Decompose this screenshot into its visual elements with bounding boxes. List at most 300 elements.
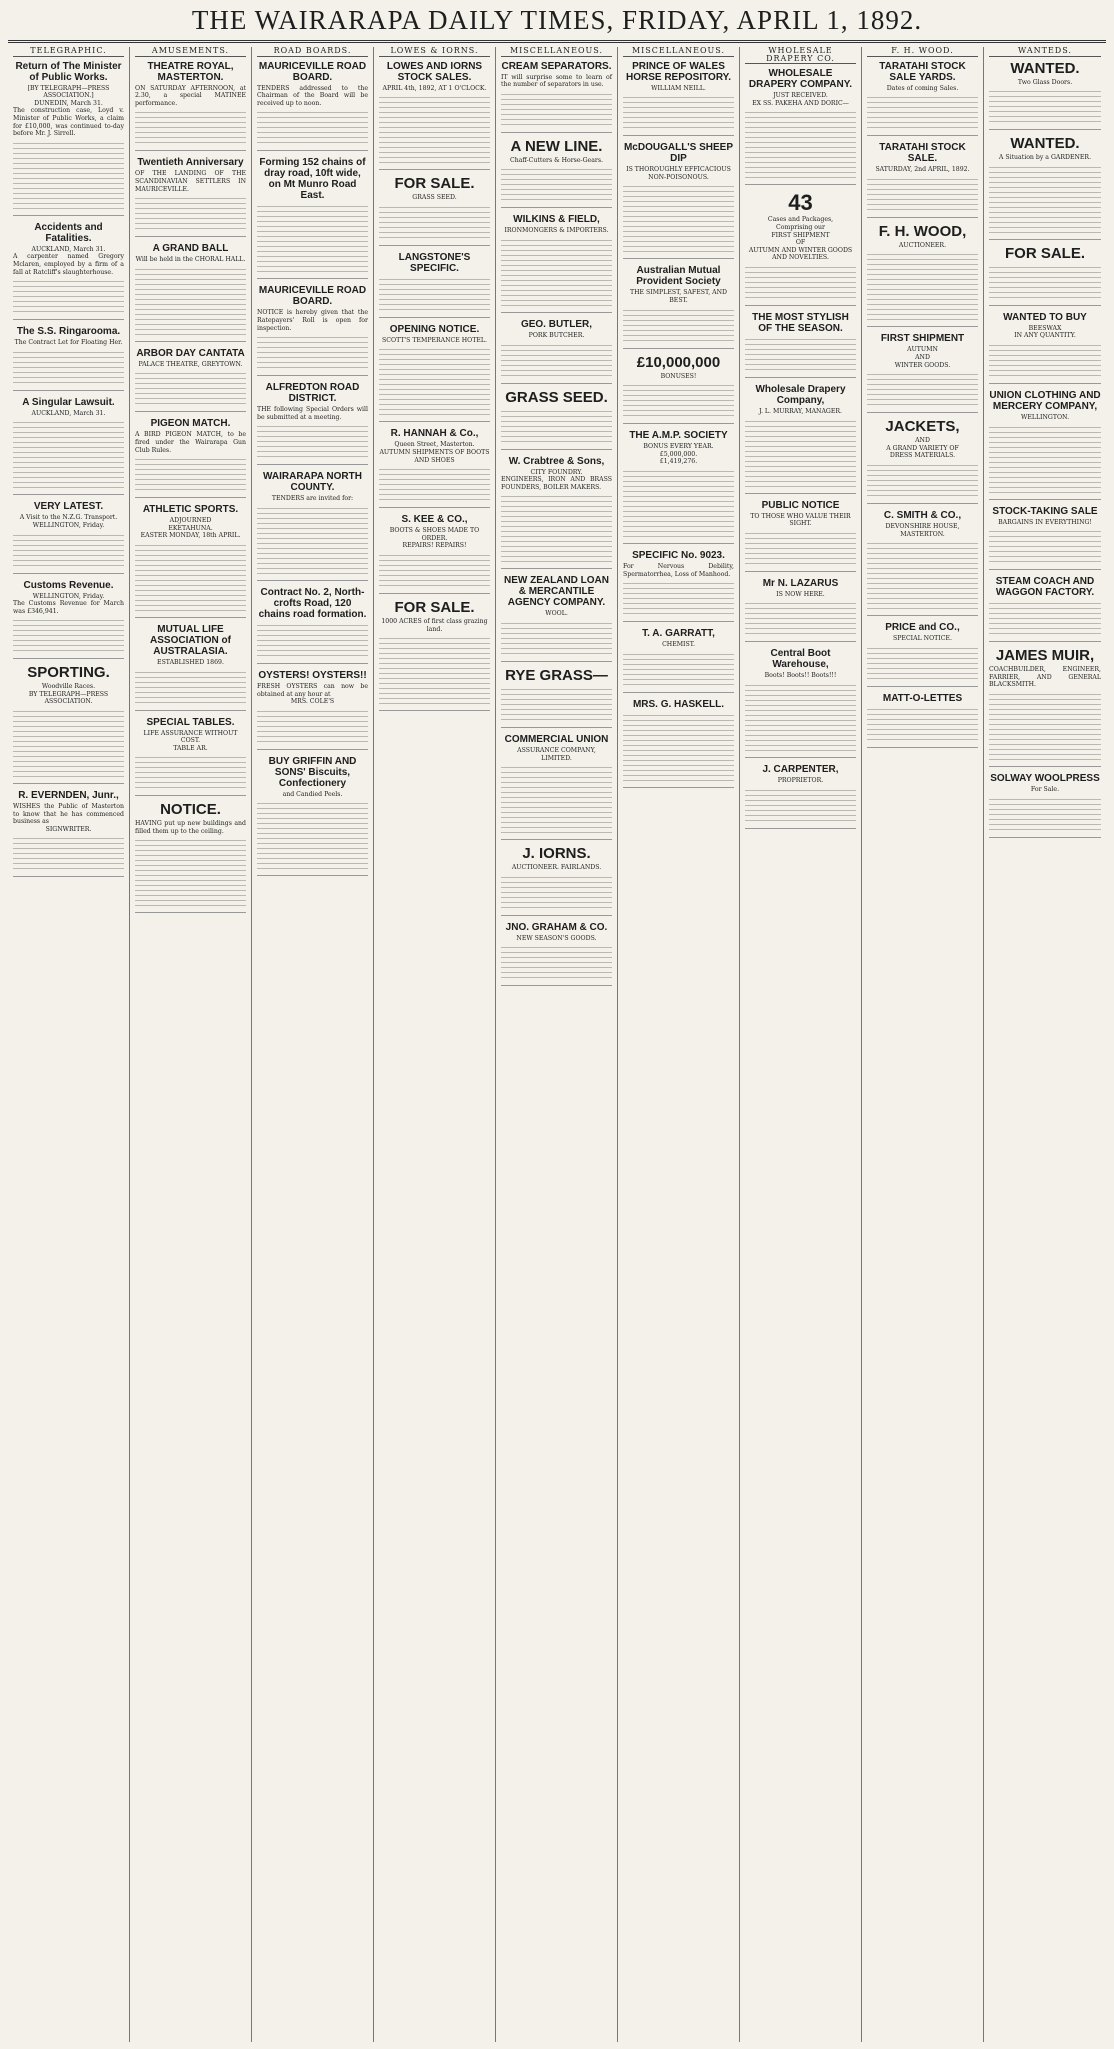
fine-print [745,531,856,567]
ad-heading: Contract No. 2, North-crofts Road, 120 chains road formation. [258,586,367,620]
fine-print [257,801,368,871]
ad-text: IT will surprise some to learn of the number of separators in use. [501,73,612,89]
advertisement [867,61,978,137]
ad-heading: MUTUAL LIFE ASSOCIATION of AUSTRALASIA. [150,623,231,657]
ad-text: PALACE THEATRE, GREYTOWN. [138,360,243,368]
advertisement [989,312,1101,384]
ad-heading: A NEW LINE. [510,137,603,155]
ad-heading: RYE GRASS— [505,666,608,684]
ad-text: DUNEDIN, March 31. [34,99,103,107]
advertisement [135,61,246,152]
fine-print [13,709,124,779]
ad-text: [BY TELEGRAPH—PRESS ASSOCIATION.] [27,84,110,100]
ad-heading: VERY LATEST. [33,501,104,513]
ad-text: AUCTIONEER. FAIRLANDS. [511,864,602,872]
column-heading: MISCELLANEOUS. [623,47,734,57]
fine-print [379,636,490,706]
fine-print [867,541,978,611]
ad-text: SPECIAL NOTICE. [893,635,952,643]
ad-heading: WHOLESALE DRAPERY COMPANY. [748,68,853,91]
fine-print [745,337,856,373]
advertisement [867,333,978,413]
advertisement [379,514,490,594]
fine-print [623,308,734,344]
fine-print [13,279,124,315]
advertisement [745,500,856,572]
advertisement [379,324,490,423]
fine-print [501,92,612,128]
column-heading: MISCELLANEOUS. [501,47,612,57]
ad-text: IN ANY QUANTITY. [1014,332,1076,340]
ad-text: SIGNWRITER. [45,825,92,833]
fine-print [501,687,612,723]
ad-text: BEESWAX [1028,324,1062,332]
column-5 [496,47,618,2042]
ad-text: WELLINGTON. [1020,413,1070,421]
ad-heading: LOWES AND IORNS STOCK SALES. [386,60,483,83]
ad-text: £1,419,276. [659,458,698,466]
ad-text: COACHBUILDER, ENGINEER, FARRIER, AND GENERAL BLACKSMITH. [989,666,1101,689]
advertisement [623,61,734,137]
ad-heading: FIRST SHIPMENT [880,333,965,345]
fine-print [989,529,1101,565]
ad-heading: WILKINS & FIELD, [513,214,600,226]
ad-text: WELLINGTON, Friday. [32,521,105,529]
advertisement [257,157,368,279]
fine-print [989,692,1101,762]
advertisement [623,142,734,259]
ad-heading: JNO. GRAHAM & CO. [505,921,608,933]
advertisement [135,348,246,413]
fine-print [135,670,246,706]
ad-heading: Central Boot Warehouse, [770,648,831,671]
ad-text: IS THOROUGHLY EFFICACIOUS [626,166,731,174]
ad-heading: R. HANNAH & Co., [390,428,479,440]
advertisement [501,214,612,313]
advertisement [989,390,1101,500]
newspaper-title: THE WAIRARAPA DAILY TIMES, FRIDAY, APRIL 1, 1892. [191,4,923,35]
ad-text: A Situation by a GARDENER. [998,154,1092,162]
ad-text: IRONMONGERS & IMPORTERS. [504,227,609,235]
ad-text: ON SATURDAY AFTERNOON, at 2.30, a special MATINEE performance. [135,84,246,107]
ad-text: BY TELEGRAPH—PRESS ASSOCIATION. [28,690,109,706]
fine-print [135,371,246,407]
ad-heading: SOLWAY WOOLPRESS [990,772,1100,784]
ad-heading: Forming 152 chains of dray road, 10ft wide, on Mt Munro Road East. [259,157,366,202]
fine-print [379,277,490,313]
advertisement [867,622,978,687]
ad-heading: Accidents and Fatalities. [34,221,103,244]
column-7 [740,47,862,2042]
advertisement [745,384,856,494]
ad-text: The Contract Let for Floating Her. [14,339,123,347]
ad-text: ESTABLISHED 1869. [157,658,224,666]
fine-print [379,347,490,417]
advertisement [257,285,368,376]
ad-text: A BIRD PIGEON MATCH, to be fired under the Wairarapa Gun Club Rules. [135,431,246,454]
column-8 [862,47,984,2042]
ad-heading: ATHLETIC SPORTS. [142,504,239,516]
ad-text: TENDERS addressed to the Chairman of the Board will be received up to noon. [257,84,368,107]
ad-text: JUST RECEIVED. [773,92,828,100]
advertisement [501,319,612,384]
fine-print [501,621,612,657]
ad-text: NON-POISONOUS. [648,173,709,181]
advertisement [135,243,246,342]
ad-heading: ARBOR DAY CANTATA [136,347,245,359]
fine-print [501,945,612,981]
ad-text: CITY FOUNDRY. [530,468,583,476]
ad-text: OF [795,239,806,247]
advertisement [867,419,978,504]
fine-print [13,141,124,211]
advertisement [745,68,856,185]
ad-text: Chaff-Cutters & Horse-Gears. [509,156,603,164]
ad-text: AND [915,353,930,361]
ad-heading: £10,000,000 [636,353,721,371]
ad-heading: STOCK-TAKING SALE [992,505,1098,517]
advertisement [867,142,978,218]
ad-text: CHEMIST. [662,641,695,649]
fine-print [135,267,246,337]
ad-text: MASTERTON. [900,530,945,538]
ad-heading: MRS. G. HASKELL. [632,698,725,710]
ad-text: ADJOURNED [169,517,212,525]
ad-text: WISHES the Public of Masterton to know that he has commenced business as [13,803,124,826]
advertisement [745,764,856,829]
ad-text: APRIL 4th, 1892, AT 1 O'CLOCK. [382,84,487,92]
ad-heading: FOR SALE. [394,598,475,616]
advertisement [379,252,490,318]
ad-heading: A Singular Lawsuit. [22,396,115,408]
advertisement [989,773,1101,838]
ad-text: SCOTT'S TEMPERANCE HOTEL. [382,336,487,344]
fine-print [13,350,124,386]
advertisement [13,61,124,216]
ad-heading: SPORTING. [27,664,110,682]
ad-text: WINTER GOODS. [894,361,951,369]
ad-heading: McDOUGALL'S SHEEP DIP [623,142,734,165]
ad-heading: FOR SALE. [1004,244,1085,262]
ad-text: AND NOVELTIES. [772,254,829,262]
ad-text: WILLIAM NEILL. [651,84,706,92]
ad-text: FRESH OYSTERS can now be obtained at any hour at [257,682,368,698]
advertisement [623,355,734,425]
fine-print [135,543,246,613]
ad-text: DEVONSHIRE HOUSE, [885,522,960,530]
advertisement [623,430,734,544]
ad-text: Woodville Races. [41,683,96,691]
ad-text: WOOL. [545,610,568,618]
ad-text: Queen Street, Masterton. [394,441,475,449]
fine-print [135,196,246,232]
ad-text: A carpenter named Gregory Mclaren, employed by a firm of a fall at Ratcliff's slaughterhouse. [13,253,124,276]
ad-heading: ALFREDTON ROAD DISTRICT. [265,382,360,405]
ad-heading: NOTICE. [160,801,221,819]
advertisement [13,326,124,391]
fine-print [989,165,1101,235]
fine-print [989,89,1101,125]
advertisement [501,734,612,840]
ad-heading: NEW ZEALAND LOAN & MERCANTILE AGENCY COMPANY. [504,575,609,609]
ad-heading: PIGEON MATCH. [150,418,231,430]
fine-print [501,238,612,308]
ad-text: BONUSES! [660,372,697,380]
masthead [8,0,1106,43]
ad-heading: WANTED TO BUY [1003,311,1087,323]
ad-heading: MAURICEVILLE ROAD BOARD. [258,285,367,308]
advertisement [135,504,246,618]
ad-heading: F. H. WOOD, [878,222,967,240]
advertisement [501,922,612,987]
ad-heading: PUBLIC NOTICE [761,499,840,511]
ad-text: BONUS EVERY YEAR. [643,443,714,451]
advertisement [867,510,978,616]
fine-print [257,204,368,274]
fine-print [13,533,124,569]
column-heading: WANTEDS. [989,47,1101,57]
ad-heading: JAMES MUIR, [995,647,1095,665]
advertisement [501,575,612,662]
ad-heading: COMMERCIAL UNION [504,733,609,745]
fine-print [867,646,978,682]
ad-heading: UNION CLOTHING AND MERCERY COMPANY, [989,389,1101,412]
ad-heading: WANTED. [1010,59,1080,77]
ad-text: Comprising our [776,223,825,231]
advertisement [257,471,368,581]
ad-text: ENGINEERS, IRON AND BRASS FOUNDERS, BOILER MAKERS. [501,476,612,491]
advertisement [501,668,612,728]
ad-text: IS NOW HERE. [776,590,825,598]
fine-print [257,335,368,371]
fine-print [501,167,612,203]
advertisement [135,157,246,237]
ad-text: Two Glass Doors. [1017,78,1073,86]
advertisement [867,693,978,748]
ad-heading: JACKETS, [885,418,960,436]
ad-heading: Wholesale Drapery Company, [755,383,846,406]
fine-print [135,457,246,493]
ad-text: A GRAND VARIETY OF [886,444,959,452]
fine-print [379,205,490,241]
ad-text: ASSURANCE COMPANY, LIMITED. [517,746,596,762]
ad-text: AUCKLAND, March 31. [31,245,106,253]
ad-text: OF THE LANDING OF THE SCANDINAVIAN SETTLERS IN MAURICEVILLE. [135,170,246,193]
fine-print [379,95,490,165]
ad-text: J. L. MURRAY, MANAGER. [758,407,843,415]
advertisement [13,790,124,877]
fine-print [989,797,1101,833]
fine-print [989,425,1101,495]
ad-heading: R. EVERNDEN, Junr., [18,790,119,802]
ad-text: AUTUMN AND WINTER GOODS [748,246,853,254]
ad-text: SATURDAY, 2nd APRIL, 1892. [875,166,970,174]
ad-text: AND [915,437,930,445]
fine-print [623,713,734,783]
ad-heading: TARATAHI STOCK SALE YARDS. [879,60,966,83]
ad-text: MRS. COLE'S [290,698,335,706]
ad-text: For Nervous Debility, Spermatorrhea, Loss of Manhood. [623,562,734,578]
ad-heading: J. CARPENTER, [762,763,839,775]
ad-heading: PRICE and CO., [885,622,960,634]
ad-heading: STEAM COACH AND WAGGON FACTORY. [995,576,1095,599]
advertisement [989,576,1101,642]
fine-print [501,343,612,379]
ad-text: REPAIRS! REPAIRS! [402,542,467,550]
fine-print [257,424,368,460]
column-heading: LOWES & IORNS. [379,47,490,57]
advertisement [13,397,124,496]
ad-text: THE following Special Orders will be submitted at a meeting. [257,406,368,421]
advertisement [379,176,490,246]
fine-print [501,409,612,445]
fine-print [989,265,1101,301]
ad-text: £5,000,000. [659,450,698,458]
ad-heading: TARATAHI STOCK SALE. [879,142,966,165]
ad-text: A Visit to the N.Z.G. Transport. [19,514,118,522]
fine-print [257,506,368,576]
advertisement [13,580,124,660]
advertisement [867,224,978,328]
advertisement [989,61,1101,131]
ad-heading: Australian Mutual Provident Society [636,265,721,288]
advertisement [745,578,856,643]
fine-print [135,110,246,146]
advertisement [13,222,124,320]
ad-text: EASTER MONDAY, 18th APRIL. [140,532,241,540]
ad-text: AUTUMN SHIPMENTS OF BOOTS AND SHOES [379,448,490,464]
advertisement [989,648,1101,767]
fine-print [867,177,978,213]
fine-print [257,709,368,745]
advertisement [501,846,612,916]
column-2 [130,47,252,2042]
ad-text: AUTUMN [907,346,938,354]
fine-print [13,618,124,654]
column-4 [374,47,496,2042]
advertisement [745,191,856,306]
column-6 [618,47,740,2042]
column-heading: AMUSEMENTS. [135,47,246,57]
advertisement [989,246,1101,306]
advertisement [989,136,1101,240]
fine-print [989,601,1101,637]
fine-print [867,252,978,322]
advertisement [379,61,490,171]
column-heading: F. H. WOOD. [867,47,978,57]
fine-print [745,265,856,301]
fine-print [867,95,978,131]
fine-print [745,683,856,753]
ad-heading: GEO. BUTLER, [520,318,593,330]
fine-print [623,581,734,617]
ad-heading: Twentieth Anniversary [137,157,244,169]
ad-heading: T. A. GARRATT, [642,628,715,640]
fine-print [867,372,978,408]
ad-heading: OYSTERS! OYSTERS!! [258,669,367,681]
ad-text: and Candied Peels. [282,790,343,798]
ad-text: AUCTIONEER. [898,241,947,249]
advertisement [501,61,612,133]
ad-text: EX SS. PAKEHA AND DORIC— [752,99,849,107]
ad-heading: THEATRE ROYAL, MASTERTON. [147,60,234,83]
advertisement [135,624,246,711]
fine-print [379,467,490,503]
advertisement [257,61,368,152]
ad-text: WELLINGTON, Friday. [32,592,105,600]
advertisement [379,600,490,711]
ad-text: Boots! Boots!! Boots!!! [764,672,837,680]
fine-print [623,184,734,254]
ad-text: DRESS MATERIALS. [889,452,956,460]
ad-heading: GRASS SEED. [505,388,608,406]
ad-heading: C. SMITH & CO., [883,509,962,521]
advertisement [379,428,490,508]
fine-print [501,494,612,564]
ad-text: The construction case, Loyd v. Minister of Public Works, a claim for £10,000, was continued to-day before Mr. J. Sirrell. [13,107,124,138]
ad-text: For Sale. [1030,785,1060,793]
ad-heading: FOR SALE. [394,175,475,193]
ad-heading: Return of The Minister of Public Works. [15,60,122,83]
advertisement [745,312,856,378]
advertisement [623,550,734,622]
ad-heading: J. IORNS. [522,845,591,863]
ad-text: NOTICE is hereby given that the Ratepayers' Roll is open for inspection. [257,309,368,332]
fine-print [501,765,612,835]
ad-heading: SPECIFIC No. 9023. [632,549,725,561]
ad-heading: A GRAND BALL [152,243,229,255]
ad-heading: THE MOST STYLISH OF THE SEASON. [752,311,849,334]
fine-print [257,110,368,146]
fine-print [13,420,124,490]
ad-heading: CREAM SEPARATORS. [501,60,612,72]
ad-heading: OPENING NOTICE. [389,323,480,335]
column-1 [8,47,130,2042]
column-heading: WHOLESALE DRAPERY CO. [745,47,856,64]
advertisement [13,501,124,573]
advertisement [257,670,368,750]
ad-text: NEW SEASON'S GOODS. [516,934,597,942]
advertisement [989,506,1101,571]
advertisement [135,717,246,797]
fine-print [745,110,856,180]
fine-print [623,652,734,688]
fine-print [257,623,368,659]
column-9 [984,47,1106,2042]
advertisement [623,699,734,788]
advertisement [623,265,734,348]
fine-print [623,383,734,419]
ad-text: Dates of coming Sales. [886,84,959,92]
advertisement [623,628,734,693]
fine-print [379,553,490,589]
fine-print [989,343,1101,379]
ad-text: The Customs Revenue for March was £346,941. [13,600,124,615]
ad-heading: WAIRARAPA NORTH COUNTY. [263,471,362,494]
ad-heading: MATT-O-LETTES [882,692,963,704]
advertisement [501,139,612,209]
ad-heading: THE A.M.P. SOCIETY [629,430,728,442]
ad-heading: The S.S. Ringarooma. [16,326,121,338]
ad-heading: WANTED. [1010,135,1080,153]
ad-text: PORK BUTCHER. [528,331,585,339]
ad-text: TENDERS are invited for: [271,495,354,503]
ad-heading: SPECIAL TABLES. [146,716,235,728]
newspaper-columns [8,47,1106,2042]
ad-heading: 43 [788,190,813,216]
fine-print [867,463,978,499]
fine-print [745,419,856,489]
